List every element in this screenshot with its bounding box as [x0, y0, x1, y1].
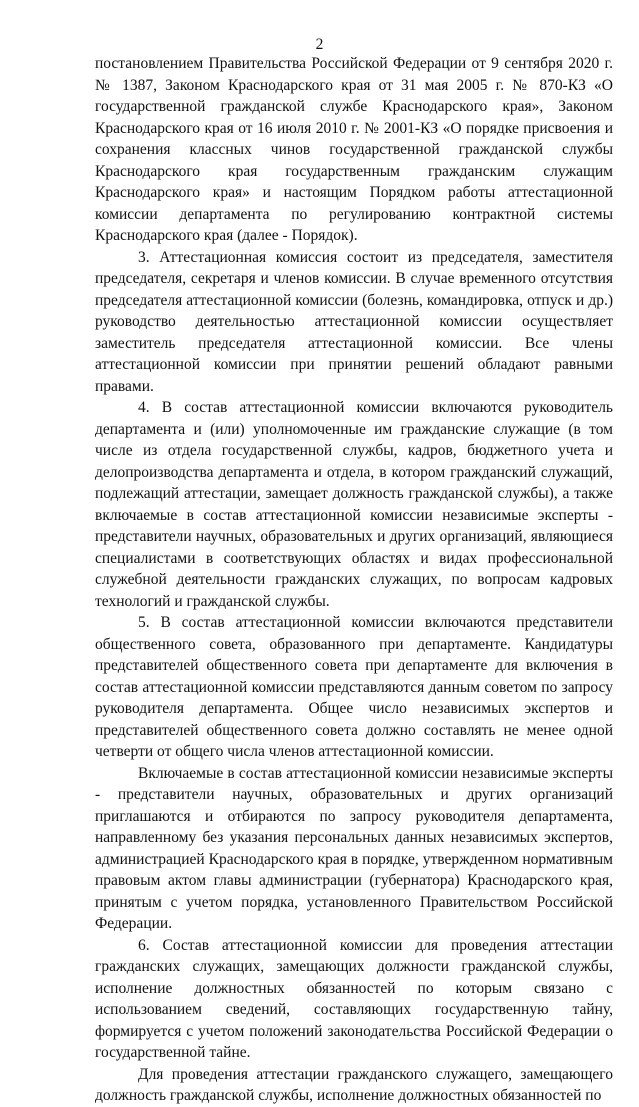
paragraph-item-4: 4. В состав аттестационной комиссии включаются руководитель департамента и (или) уполномоченные им гражданские служащие (в том числе из отдела государственной службы, кадров, бюджетного учета и делопроизводства департамента и отдела, в котором гражданский служащий, подлежащий аттестации, замещает должность гражданской службы), а также включаемые в состав аттестационной комиссии независимые эксперты - представители научных, образовательных и других организаций, являющиеся специалистами в соответствующих областях и видах профессиональной служебной деятельности гражданских служащих, по вопросам кадровых технологий и гражданской службы.	[95, 399, 613, 610]
paragraph-independent-experts: Включаемые в состав аттестационной комиссии независимые эксперты - представители научных, образовательных и других организаций приглашаются и отбираются по запросу руководителя департамента, направленному без указания персональных данных независимых экспертов, администрацией Краснодарского края в порядке, утвержденном нормативным правовым актом главы администрации (губернатора) Краснодарского края, принятым с учетом порядка, установленного Правительством Российской Федерации.	[95, 764, 613, 932]
page-number: 2	[315, 36, 324, 53]
paragraph-item-6: 6. Состав аттестационной комиссии для проведения аттестации гражданских служащих, замещающих должности гражданской службы, исполнение должностных обязанностей по которым связано с использованием сведений, составляющих государственную тайну, формируется с учетом положений законодательства Российской Федерации о государственной тайне.	[95, 936, 613, 1061]
document-body	[95, 53, 613, 1107]
paragraph-attestation-procedure: Для проведения аттестации гражданского служащего, замещающего должность гражданской службы, исполнение должностных обязанностей по	[95, 1065, 613, 1104]
paragraph-item-5: 5. В состав аттестационной комиссии включаются представители общественного совета, образованного при департаменте. Кандидатуры представителей общественного совета при департаменте для включения в состав аттестационной комиссии представляются данным советом по запросу руководителя департамента. Общее число независимых экспертов и представителей общественного совета должно составлять не менее одной четверти от общего числа членов аттестационной комиссии.	[95, 614, 613, 760]
paragraph-item-3: 3. Аттестационная комиссия состоит из председателя, заместителя председателя, секретаря и членов комиссии. В случае временного отсутствия председателя аттестационной комиссии (болезнь, командировка, отпуск и др.) руководство деятельностью аттестационной комиссии осуществляет заместитель председателя аттестационной комиссии. Все члены аттестационной комиссии при принятии решений обладают равными правами.	[95, 248, 613, 395]
paragraph-continuation: постановлением Правительства Российской Федерации от 9 сентября 2020 г. № 1387, Законом Краснодарского края от 31 мая 2005 г. № 870-КЗ «О государственной гражданской службе Краснодарского края», Законом Краснодарского края от 16 июля 2010 г. № 2001-КЗ «О порядке присвоения и сохранения классных чинов государственной гражданской службы Краснодарского края государственным гражданским служащим Краснодарского края» и настоящим Порядком работы аттестационной комиссии департамента по регулированию контрактной системы Краснодарского края (далее - Порядок).	[95, 55, 613, 244]
